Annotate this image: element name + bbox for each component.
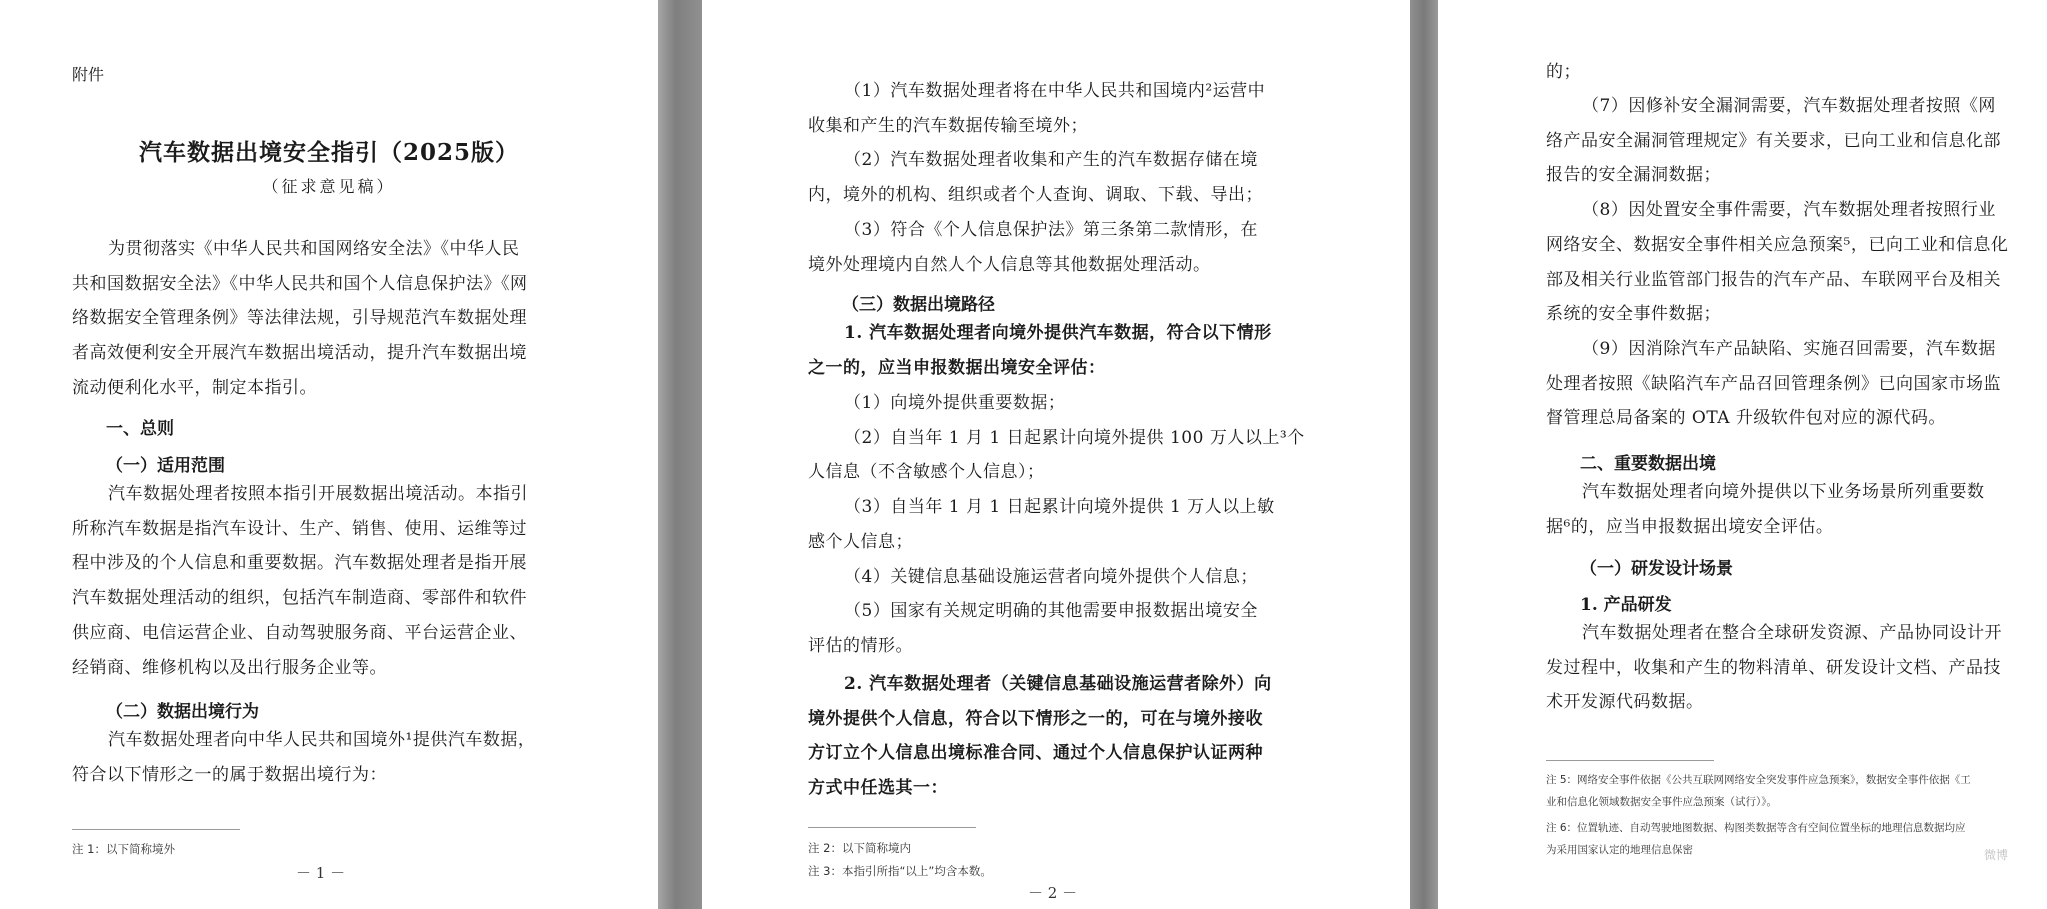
text-line: 方订立个人信息出境标准合同、通过个人信息保护认证两种 [808, 743, 1263, 764]
text-line: 报告的安全漏洞数据； [1546, 165, 1721, 186]
text-line: 流动便利化水平，制定本指引。 [72, 377, 317, 398]
text-line: 1. 汽车数据处理者向境外提供汽车数据，符合以下情形 [844, 323, 1272, 343]
text-line: 经销商、维修机构以及出行服务企业等。 [72, 657, 387, 678]
assessment-items [808, 386, 1305, 664]
important-paragraph [1546, 475, 2016, 544]
text-line: （3）自当年 1 月 1 日起累计向境外提供 1 万人以上敏 [844, 497, 1275, 518]
watermark: 微博 [1984, 848, 2009, 862]
exception-items [1546, 89, 2016, 436]
text-line: 境外处理境内自然人个人信息等其他数据处理活动。 [808, 254, 1211, 275]
text-line: 络数据安全管理条例》等法律法规，引导规范汽车数据处理 [72, 308, 527, 329]
behavior-paragraph [72, 723, 572, 792]
text-line: （5）国家有关规定明确的其他需要申报数据出境安全 [844, 601, 1258, 622]
text-line: 收集和产生的汽车数据传输至境外； [808, 115, 1088, 136]
text-line: 符合以下情形之一的属于数据出境行为： [72, 764, 387, 785]
footnote-divider [1546, 760, 1714, 761]
text-line: （3）符合《个人信息保护法》第三条第二款情形，在 [844, 219, 1258, 240]
text-line: （1）向境外提供重要数据； [844, 393, 1066, 413]
text-line: 术开发源代码数据。 [1546, 692, 1704, 713]
heading-rd-scenario: （一）研发设计场景 [1580, 559, 1733, 579]
text-line: 的； [1546, 62, 1581, 82]
intro-paragraph [72, 232, 572, 406]
footnote: 注 1：以下简称境外 [72, 842, 175, 856]
footnote: 注 3：本指引所指“以上”均含本数。 [808, 864, 992, 878]
footnote: 注 2：以下简称境内 [808, 841, 911, 855]
text-line: 人信息（不含敏感个人信息）； [808, 462, 1045, 483]
text-line: 境外提供个人信息，符合以下情形之一的，可在与境外接收 [808, 708, 1263, 729]
page-number: － 1 － [296, 864, 346, 882]
text-line: 网络安全、数据安全事件相关应急预案⁵，已向工业和信息化 [1546, 234, 2009, 255]
path-rule-1 [808, 316, 1288, 385]
text-line: 评估的情形。 [808, 635, 913, 656]
text-line: 汽车数据处理活动的组织，包括汽车制造商、零部件和软件 [72, 588, 527, 609]
heading-path: （三）数据出境路径 [842, 295, 995, 315]
text-line: 共和国数据安全法》《中华人民共和国个人信息保护法》《网 [72, 273, 528, 294]
outbound-items [808, 74, 1278, 282]
footnote: 注 5：网络安全事件依据《公共互联网网络安全突发事件应急预案》，数据安全事件依据《工 [1546, 774, 1971, 786]
text-line: 系统的安全事件数据； [1546, 304, 1721, 325]
text-line: 2. 汽车数据处理者（关键信息基础设施运营者除外）向 [844, 674, 1272, 694]
footnote: 注 6：位置轨迹、自动驾驶地图数据、构图类数据等含有空间位置坐标的地理信息数据均应 [1546, 822, 1966, 834]
document-page-1 [0, 0, 658, 909]
product-paragraph [1546, 616, 2016, 720]
text-line: 处理者按照《缺陷汽车产品召回管理条例》已向国家市场监 [1546, 373, 2001, 394]
heading-product-rd: 1. 产品研发 [1580, 595, 1672, 615]
text-line: 之一的，应当申报数据出境安全评估： [808, 357, 1106, 378]
heading-scope: （一）适用范围 [106, 456, 225, 476]
scope-paragraph [72, 477, 572, 685]
text-line: 汽车数据处理者按照本指引开展数据出境活动。本指引 [108, 484, 528, 504]
text-line: 方式中任选其一： [808, 778, 948, 799]
footnote: 业和信息化领域数据安全事件应急预案（试行）》。 [1546, 796, 1777, 808]
text-line: 汽车数据处理者在整合全球研发资源、产品协同设计开 [1582, 623, 2002, 643]
text-line: （7）因修补安全漏洞需要，汽车数据处理者按照《网 [1582, 96, 1996, 116]
appendix-label: 附件 [72, 65, 105, 84]
text-line: 部及相关行业监管部门报告的汽车产品、车联网平台及相关 [1546, 269, 2001, 290]
text-line: 供应商、电信运营企业、自动驾驶服务商、平台运营企业、 [72, 622, 527, 643]
text-line: 感个人信息； [808, 531, 913, 552]
text-line: 所称汽车数据是指汽车设计、生产、销售、使用、运维等过 [72, 518, 527, 539]
text-line: 汽车数据处理者向中华人民共和国境外¹提供汽车数据， [108, 730, 536, 750]
text-line: 者高效便利安全开展汽车数据出境活动，提升汽车数据出境 [72, 343, 527, 364]
page-gap-shadow [1410, 0, 1438, 909]
footnote-divider [808, 827, 976, 828]
continued-text [1546, 55, 2006, 90]
footnote-divider [72, 829, 240, 830]
page-gap-shadow [658, 0, 702, 909]
text-line: （2）汽车数据处理者收集和产生的汽车数据存储在境 [844, 150, 1258, 171]
text-line: 发过程中，收集和产生的物料清单、研发设计文档、产品技 [1546, 657, 2001, 678]
text-line: 程中涉及的个人信息和重要数据。汽车数据处理者是指开展 [72, 553, 527, 574]
path-rule-2 [808, 667, 1288, 806]
text-line: （8）因处置安全事件需要，汽车数据处理者按照行业 [1582, 200, 1996, 221]
text-line: 汽车数据处理者向境外提供以下业务场景所列重要数 [1582, 482, 1985, 502]
text-line: 内，境外的机构、组织或者个人查询、调取、下载、导出； [808, 185, 1263, 206]
document-page-2 [702, 0, 1410, 909]
text-line: 据⁶的，应当申报数据出境安全评估。 [1546, 516, 1834, 537]
text-line: 为贯彻落实《中华人民共和国网络安全法》《中华人民 [108, 239, 520, 259]
heading-general: 一、总则 [106, 419, 174, 439]
text-line: 督管理总局备案的 OTA 升级软件包对应的源代码。 [1546, 408, 1946, 429]
text-line: 络产品安全漏洞管理规定》有关要求，已向工业和信息化部 [1546, 130, 2001, 151]
heading-behavior: （二）数据出境行为 [106, 702, 259, 722]
heading-important-data: 二、重要数据出境 [1580, 454, 1716, 474]
footnote: 为采用国家认定的地理信息保密 [1546, 844, 1693, 856]
document-page-3 [1438, 0, 2047, 909]
text-line: （2）自当年 1 月 1 日起累计向境外提供 100 万人以上³个 [844, 427, 1305, 448]
text-line: （1）汽车数据处理者将在中华人民共和国境内²运营中 [844, 81, 1266, 101]
document-subtitle: （征求意见稿） [262, 177, 396, 196]
document-title: 汽车数据出境安全指引（2025版） [138, 139, 519, 166]
page-number: － 2 － [1028, 884, 1078, 902]
text-line: （4）关键信息基础设施运营者向境外提供个人信息； [844, 566, 1258, 587]
text-line: （9）因消除汽车产品缺陷、实施召回需要，汽车数据 [1582, 338, 1996, 359]
